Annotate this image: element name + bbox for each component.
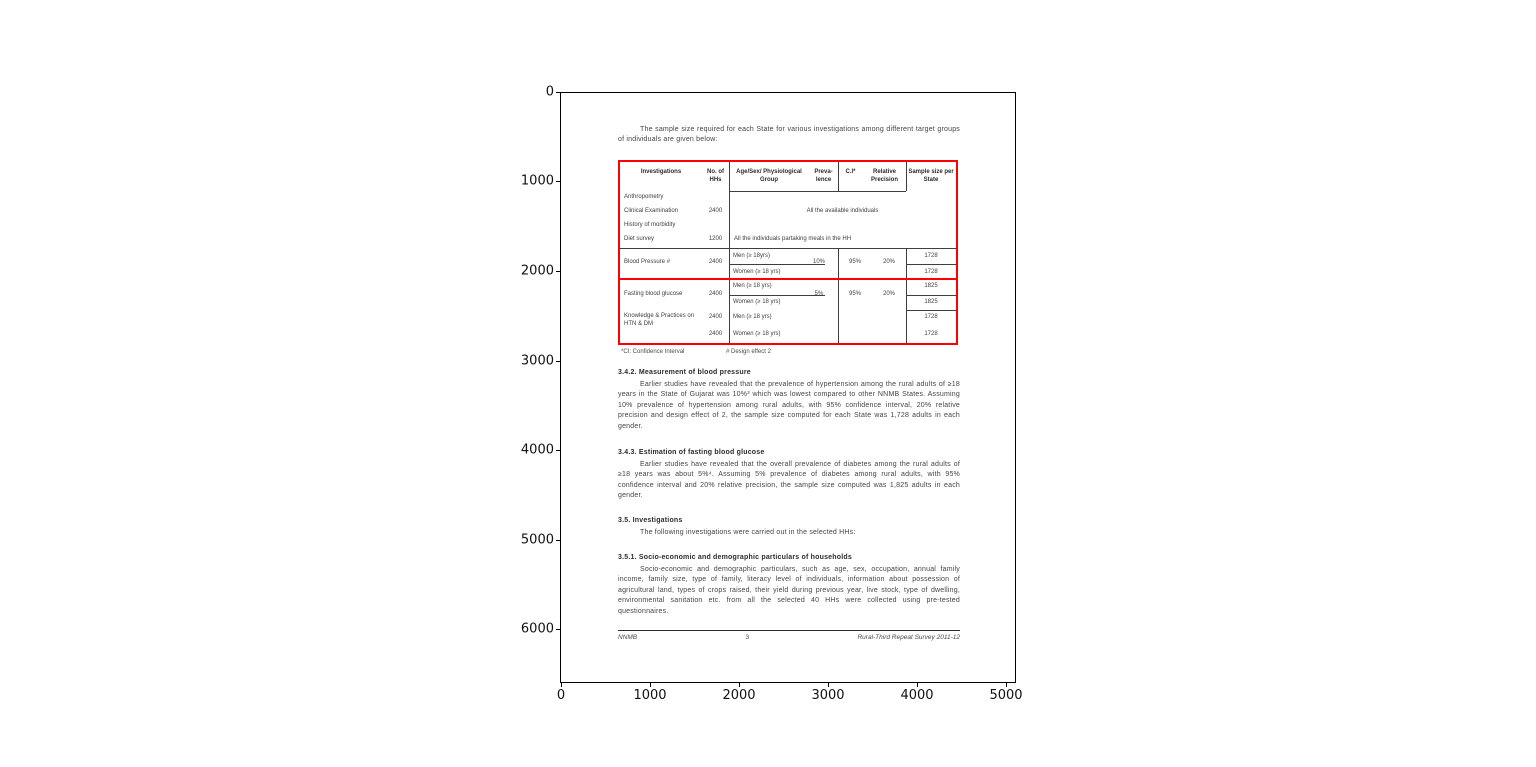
table-grid-line — [729, 191, 906, 192]
y-tick-label: 4000 — [520, 442, 554, 458]
section-heading-3-4-3: 3.4.3. Estimation of fasting blood glucose — [618, 449, 765, 456]
x-tick-label: 5000 — [989, 688, 1023, 703]
table-cell-investigation: Fasting blood glucose — [624, 291, 683, 297]
table-cell-span-note: All the individuals partaking meals in the HH — [734, 236, 852, 242]
x-tick-mark — [1006, 683, 1007, 687]
col-header-ci: C.I* — [845, 169, 856, 175]
y-tick-label: 2000 — [520, 263, 554, 279]
table-red-divider — [620, 278, 956, 280]
col-header-investigations: Investigations — [640, 169, 682, 175]
section-body-3-5: The following investigations were carried out in the selected HHs: — [640, 529, 856, 536]
section-body-3-4-3: Earlier studies have revealed that the overall prevalence of diabetes among the rural adults of ≥18 years was about 5%⁴. Assuming 5% prevalence of diabetes among rural adults, with 95% confidence interval and 20% relative precision, the sample size computed was 1,825 adults in each gender. — [618, 461, 960, 500]
footer-left-label: NNMB — [618, 634, 638, 641]
table-cell-group-men: Men (≥ 18 yrs) — [733, 283, 772, 289]
y-tick-label: 6000 — [520, 621, 554, 637]
table-cell-group-men: Men (≥ 18 yrs) — [733, 314, 772, 320]
table-cell-group-men: Men (≥ 18yrs) — [733, 253, 770, 259]
table-cell-investigation: Clinical Examination — [624, 208, 679, 214]
table-grid-line — [906, 264, 956, 265]
col-header-no-of-hhs: No. of HHs — [707, 169, 724, 183]
table-cell-hhs: 2400 — [708, 208, 723, 214]
table-cell-investigation: Knowledge & Practices on HTN & DM — [624, 313, 695, 327]
table-cell-prevalence: 5% — [814, 291, 824, 297]
col-header-sample-size: Sample size per State — [908, 169, 954, 183]
col-header-relative-precision: Relative Precision — [870, 169, 898, 183]
table-cell-investigation: Diet survey — [624, 236, 655, 242]
footer-rule — [618, 630, 960, 631]
table-cell-investigation: Blood Pressure # — [624, 259, 671, 265]
x-tick-mark — [561, 683, 562, 687]
table-cell-hhs: 2400 — [708, 331, 723, 337]
table-cell-ci: 95% — [848, 291, 861, 297]
table-cell-group-women: Women (≥ 18 yrs) — [733, 269, 781, 275]
table-footnote-ci: *CI: Confidence Interval — [621, 349, 685, 355]
col-header-prevalence: Preva- lence — [814, 169, 833, 183]
x-tick-mark — [739, 683, 740, 687]
x-tick-mark — [917, 683, 918, 687]
table-cell-sample-size: 1825 — [924, 283, 938, 289]
sample-size-table — [618, 160, 958, 345]
table-cell-sample-size: 1728 — [924, 269, 938, 275]
x-tick-label: 4000 — [900, 688, 934, 703]
table-cell-hhs: 1200 — [708, 236, 723, 242]
table-cell-sample-size: 1728 — [924, 331, 938, 337]
section-body-3-5-1: Socio-economic and demographic particulars, such as age, sex, occupation, annual family income, family size, type of family, literacy level of individuals, information about possession of agricultural land, types of crops raised, their yield during previous year, live stock, type of dwelling, environmental sanitation etc. from all the selected 40 HHs were collected using pre-tested questionnaires. — [618, 566, 960, 615]
table-grid-line — [906, 295, 956, 296]
x-tick-mark — [650, 683, 651, 687]
section-heading-3-5-1: 3.5.1. Socio-economic and demographic particulars of households — [618, 554, 852, 561]
table-cell-investigation: Anthropometry — [624, 194, 664, 200]
table-cell-prevalence: 10% — [812, 259, 825, 265]
table-cell-hhs: 2400 — [708, 291, 723, 297]
document-page — [560, 92, 1016, 683]
table-cell-precision: 20% — [882, 291, 895, 297]
y-tick-label: 5000 — [520, 532, 554, 548]
y-tick-label: 0 — [545, 84, 554, 100]
table-cell-group-women: Women (≥ 18 yrs) — [733, 331, 781, 337]
table-cell-sample-size: 1728 — [924, 314, 938, 320]
section-body-3-4-2: Earlier studies have revealed that the prevalence of hypertension among the rural adults of ≥18 years in the State of Gujarat was 10%³ which was lowest compared to other NNMB States. Assuming 10% prevalence of hypertension among rural adults, with 95% confidence interval, 20% relative precision and design effect of 2, the sample size computed for each State was 1,728 adults in each gender. — [618, 381, 960, 430]
table-grid-line — [729, 162, 730, 343]
table-cell-investigation: History of morbidity — [624, 222, 676, 228]
section-heading-3-5: 3.5. Investigations — [618, 517, 683, 524]
x-tick-label: 0 — [556, 688, 566, 703]
y-tick-label: 1000 — [520, 173, 554, 189]
table-cell-precision: 20% — [882, 259, 895, 265]
table-cell-hhs: 2400 — [708, 314, 723, 320]
table-grid-line — [620, 248, 956, 249]
table-cell-group-women: Women (≥ 18 yrs) — [733, 299, 781, 305]
table-footnote-design-effect: # Design effect 2 — [726, 349, 771, 355]
x-tick-mark — [828, 683, 829, 687]
y-tick-label: 3000 — [520, 353, 554, 369]
table-grid-line — [838, 162, 839, 191]
x-tick-label: 3000 — [811, 688, 845, 703]
section-heading-3-4-2: 3.4.2. Measurement of blood pressure — [618, 369, 751, 376]
table-cell-hhs: 2400 — [708, 259, 723, 265]
x-tick-label: 1000 — [633, 688, 667, 703]
x-tick-label: 2000 — [722, 688, 756, 703]
footer-right-label: Rural-Third Repeat Survey 2011-12 — [857, 634, 960, 641]
table-cell-ci: 95% — [848, 259, 861, 265]
intro-paragraph: The sample size required for each State for various investigations among different target groups of individuals are given below: — [618, 126, 960, 144]
table-cell-sample-size: 1728 — [924, 253, 938, 259]
page-footer — [618, 634, 960, 641]
col-header-age-sex-group: Age/Sex/ Physiological Group — [736, 169, 802, 183]
table-grid-line — [906, 310, 956, 311]
footer-page-number: 3 — [745, 634, 750, 641]
table-cell-span-note: All the available individuals — [806, 208, 879, 214]
table-cell-sample-size: 1825 — [924, 299, 938, 305]
